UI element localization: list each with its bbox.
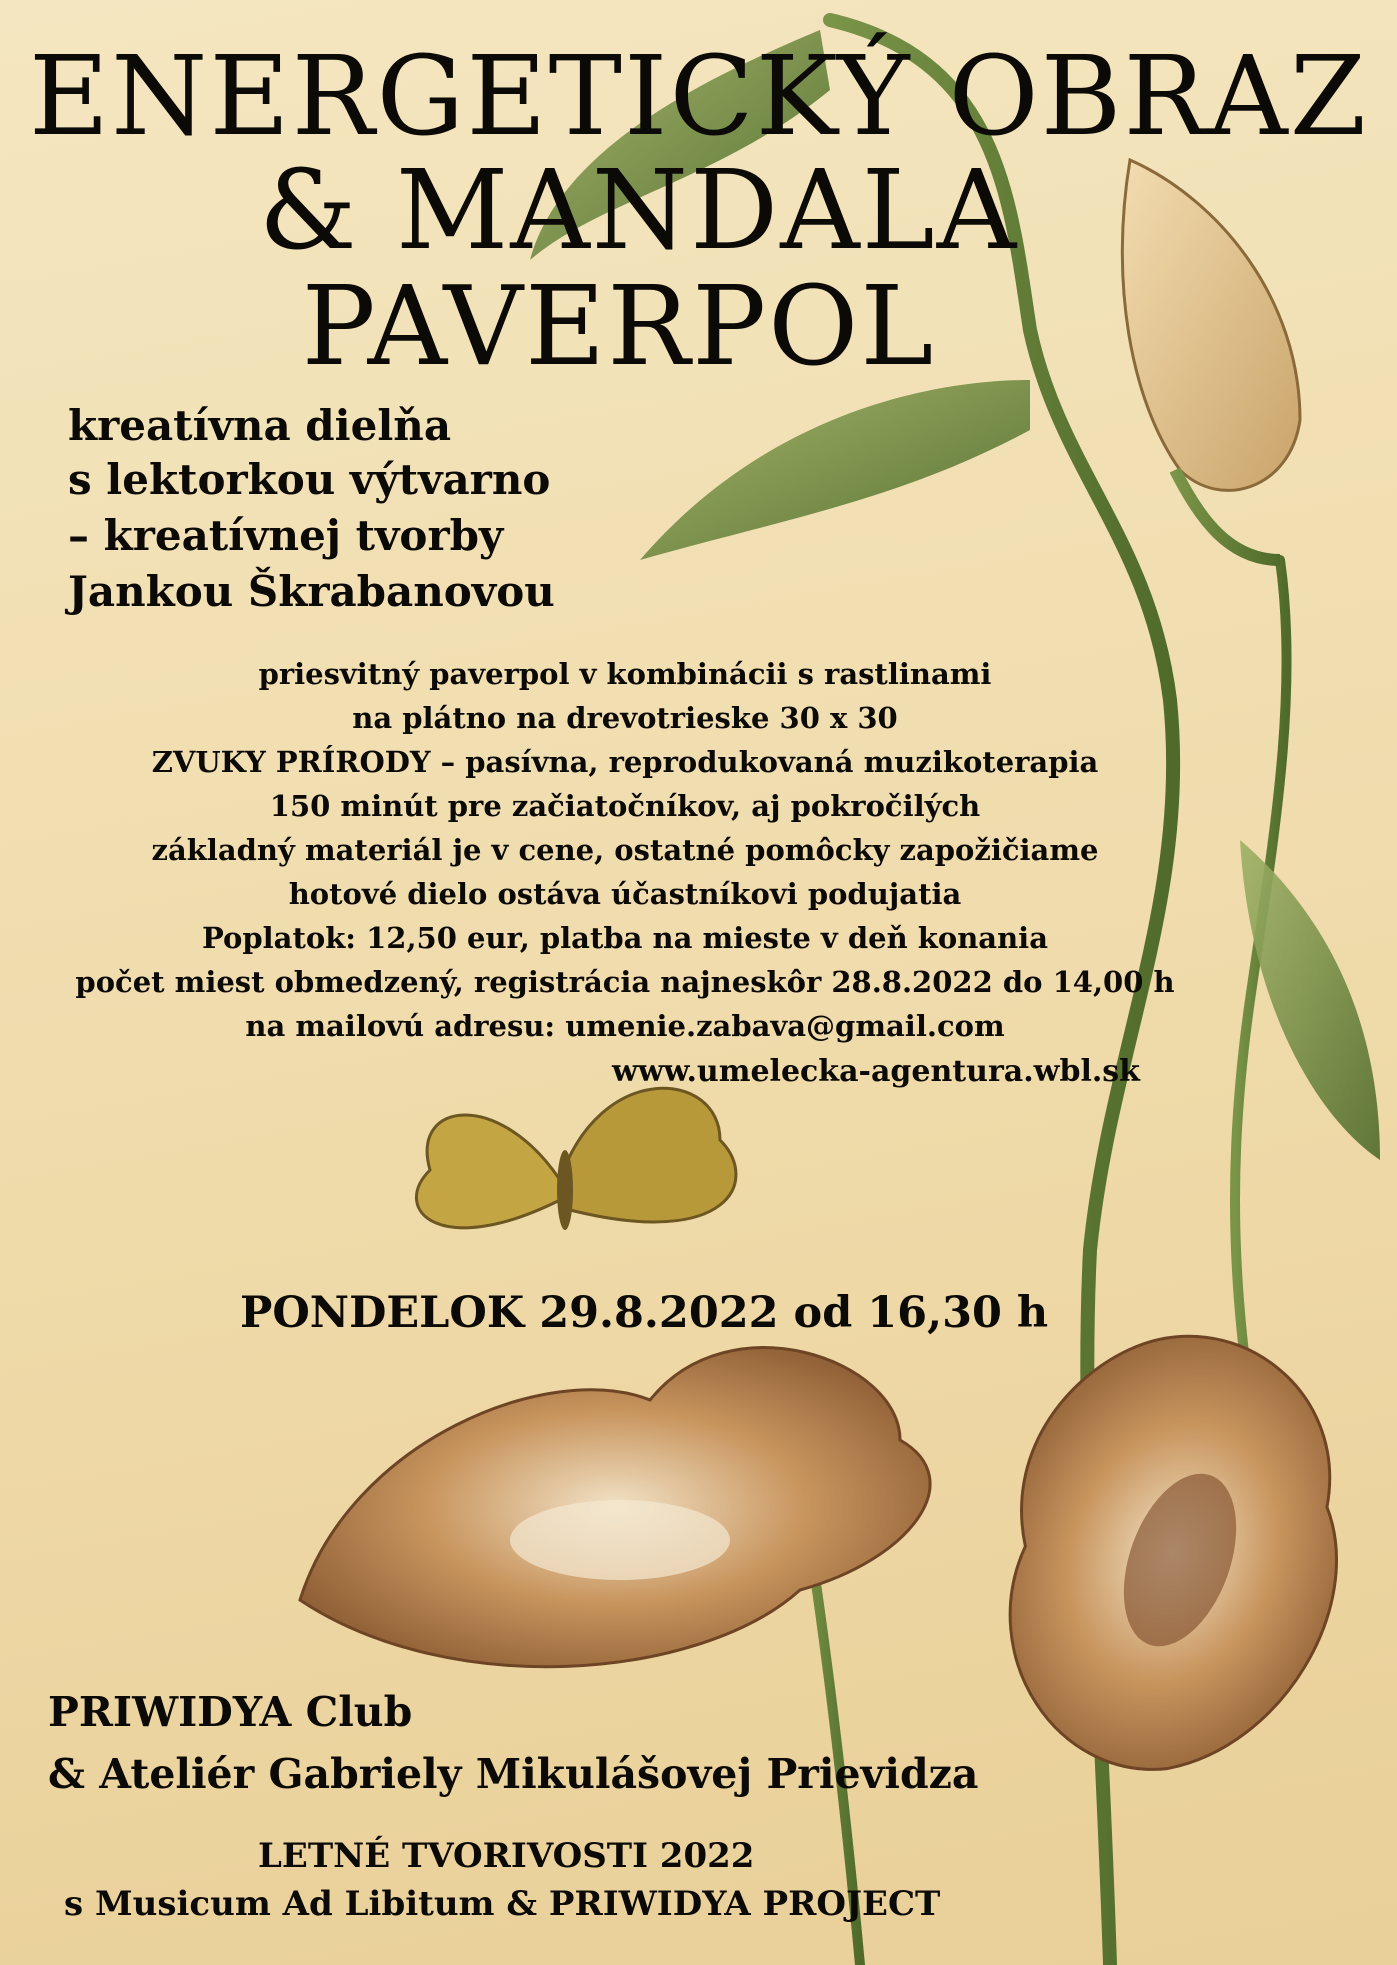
organizer-line-1: PRIWIDYA Club [48, 1688, 413, 1736]
title-line-2: & MANDALA [258, 146, 1019, 274]
title-line-3: PAVERPOL [301, 262, 936, 390]
website-link[interactable]: www.umelecka-agentura.wbl.sk [612, 1054, 1140, 1089]
detail-line-7: Poplatok: 12,50 eur, platba na mieste v deň konania [202, 921, 1048, 955]
subtitle-line-1: kreatívna dielňa [68, 401, 452, 450]
title-line-1: ENERGETICKÝ OBRAZ [28, 32, 1369, 160]
footer-line-2: s Musicum Ad Libitum & PRIWIDYA PROJECT [64, 1884, 941, 1924]
detail-line-5: základný materiál je v cene, ostatné pomôcky zapožičiame [151, 833, 1099, 867]
event-date: PONDELOK 29.8.2022 od 16,30 h [240, 1288, 1049, 1338]
detail-line-3: ZVUKY PRÍRODY – pasívna, reprodukovaná muzikoterapia [151, 745, 1099, 779]
organizer-line-2: & Ateliér Gabriely Mikulášovej Prievidza [48, 1750, 979, 1798]
email-line[interactable]: na mailovú adresu: umenie.zabava@gmail.com [245, 1009, 1005, 1043]
footer-line-1: LETNÉ TVORIVOSTI 2022 [258, 1836, 755, 1876]
subtitle-line-4: Jankou Škrabanovou [68, 567, 555, 616]
subtitle-line-2: s lektorkou výtvarno [68, 455, 551, 504]
detail-line-4: 150 minút pre začiatočníkov, aj pokročilých [269, 789, 981, 823]
detail-line-1: priesvitný paverpol v kombinácii s rastlinami [258, 657, 992, 691]
subtitle-line-3: – kreatívnej tvorby [68, 511, 504, 560]
detail-line-8: počet miest obmedzený, registrácia najneskôr 28.8.2022 do 14,00 h [75, 965, 1175, 999]
detail-line-2: na plátno na drevotrieske 30 x 30 [352, 701, 898, 735]
detail-line-6: hotové dielo ostáva účastníkovi podujatia [288, 877, 962, 911]
